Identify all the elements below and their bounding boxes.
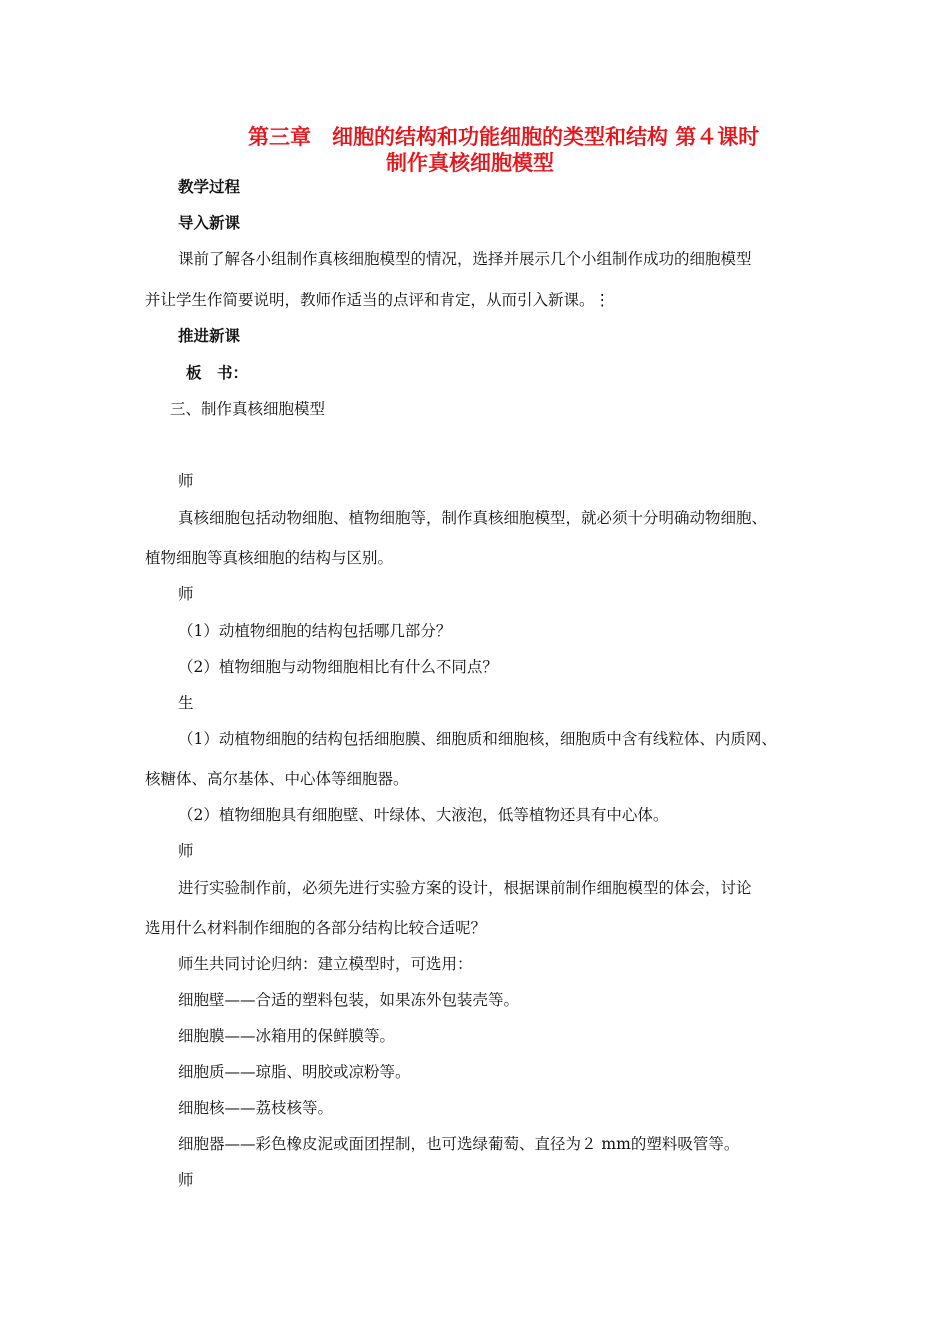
- speaker-label: 师: [178, 472, 194, 490]
- heading-blackboard: 板 书：: [186, 363, 249, 382]
- paragraph-line: 师生共同讨论归纳：建立模型时，可选用：: [178, 955, 473, 973]
- list-item: 细胞膜——冰箱用的保鲜膜等。: [178, 1027, 396, 1045]
- paragraph-line: 并让学生作简要说明，教师作适当的点评和肯定，从而引入新课。⋮: [145, 291, 611, 309]
- paragraph-line: 进行实验制作前，必须先进行实验方案的设计，根据课前制作细胞模型的体会，讨论: [178, 879, 752, 897]
- section-heading: 三、制作真核细胞模型: [170, 400, 326, 418]
- answer-line: 核糖体、高尔基体、中心体等细胞器。: [145, 770, 409, 788]
- document-title-line-2: 制作真核细胞模型: [386, 150, 554, 175]
- speaker-label: 师: [178, 1171, 194, 1189]
- speaker-label: 师: [178, 585, 194, 603]
- heading-teaching-process: 教学过程: [178, 177, 241, 196]
- document-title-line-1: 第三章 细胞的结构和功能细胞的类型和结构 第４课时: [248, 124, 760, 149]
- list-item: 细胞器——彩色橡皮泥或面团捏制，也可选绿葡萄、直径为２ mm的塑料吸管等。: [178, 1135, 740, 1153]
- speaker-label: 生: [178, 694, 194, 712]
- answer-line: （2）植物细胞具有细胞壁、叶绿体、大液泡，低等植物还具有中心体。: [178, 806, 669, 824]
- paragraph-line: 植物细胞等真核细胞的结构与区别。: [145, 549, 394, 567]
- paragraph-line: 真核细胞包括动物细胞、植物细胞等，制作真核细胞模型，就必须十分明确动物细胞、: [178, 509, 768, 527]
- paragraph-line: 选用什么材料制作细胞的各部分结构比较合适呢？: [145, 919, 487, 937]
- list-item: 细胞核——荔枝核等。: [178, 1099, 334, 1117]
- speaker-label: 师: [178, 842, 194, 860]
- question-line: （1）动植物细胞的结构包括哪几部分？: [178, 622, 452, 640]
- heading-new-lesson: 推进新课: [178, 326, 241, 345]
- heading-intro-lesson: 导入新课: [178, 213, 241, 232]
- list-item: 细胞质——琼脂、明胶或凉粉等。: [178, 1063, 411, 1081]
- question-line: （2）植物细胞与动物细胞相比有什么不同点？: [178, 658, 498, 676]
- paragraph-line: 课前了解各小组制作真核细胞模型的情况，选择并展示几个小组制作成功的细胞模型: [178, 250, 752, 268]
- answer-line: （1）动植物细胞的结构包括细胞膜、细胞质和细胞核，细胞质中含有线粒体、内质网、: [178, 730, 777, 748]
- list-item: 细胞壁——合适的塑料包装，如果冻外包装壳等。: [178, 991, 520, 1009]
